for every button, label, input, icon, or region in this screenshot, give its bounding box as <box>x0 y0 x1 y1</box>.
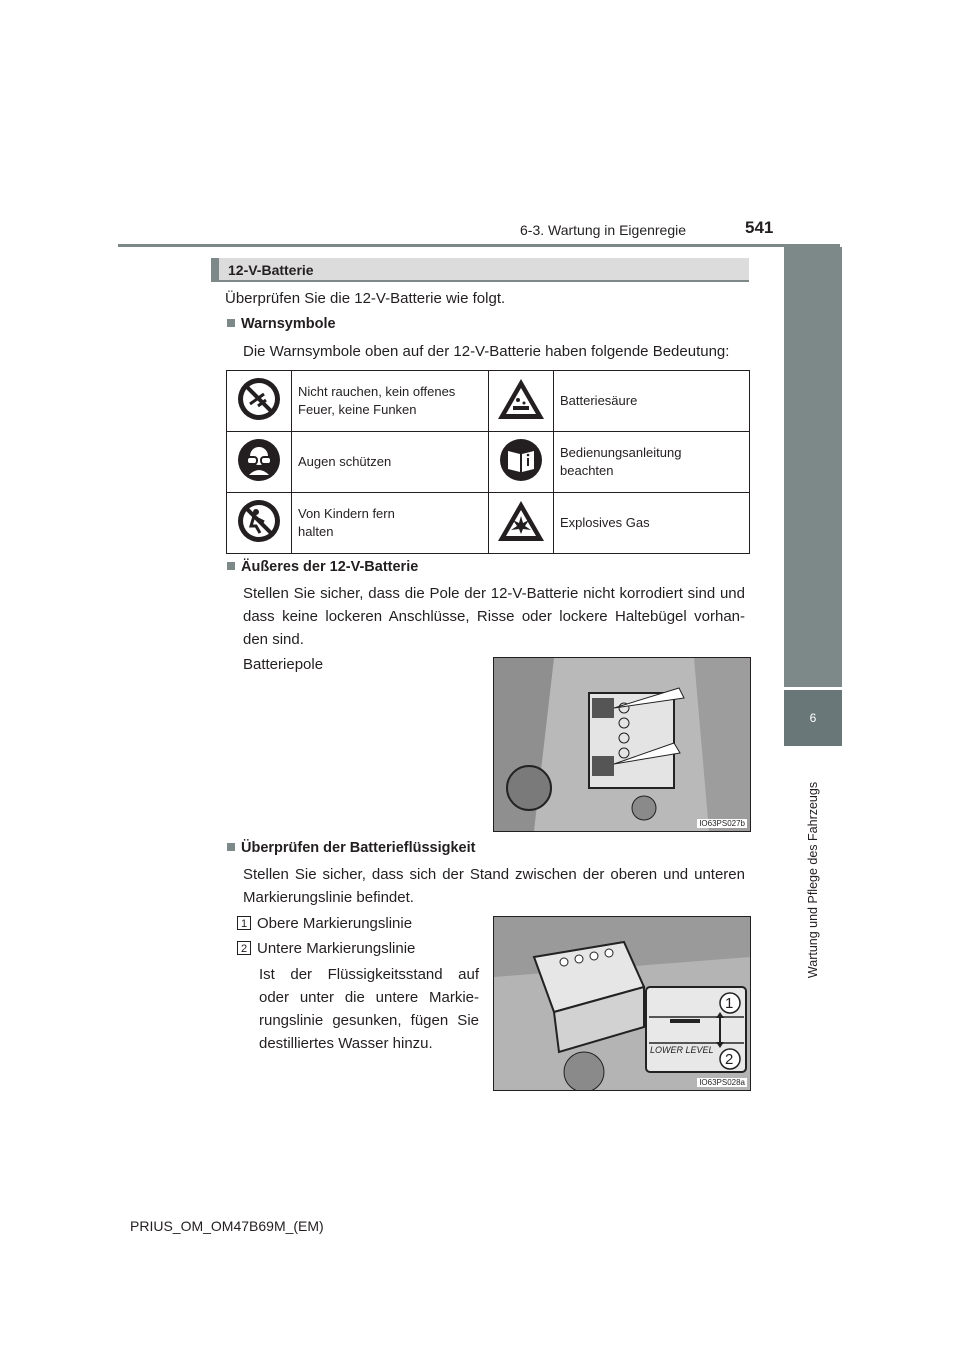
callout-1: 1 <box>725 995 734 1012</box>
explosive-gas-icon <box>489 493 554 554</box>
running-header-section: 6-3. Wartung in Eigenregie <box>520 222 687 238</box>
fluid-note-line-2: oder unter die untere Markie- <box>259 989 479 1006</box>
battery-acid-icon <box>489 371 554 432</box>
chapter-title-vertical <box>805 780 821 980</box>
no-smoking-icon <box>227 371 292 432</box>
fluid-level-photo <box>493 916 751 1091</box>
table-row <box>227 493 750 554</box>
table-cell: Augen schützen <box>292 432 489 493</box>
eye-protection-icon <box>227 432 292 493</box>
fluid-text-line-2: Markierungslinie befindet. <box>243 889 414 906</box>
section-title: 12-V-Batterie <box>228 262 314 278</box>
image-code: IO63PS028a <box>699 1078 745 1087</box>
exterior-text-line-2: dass keine lockeren Anschlüsse, Risse oder lockere Haltebügel vorhan- <box>243 608 745 625</box>
table-cell: Von Kindern fern halten <box>292 493 489 554</box>
intro-text: Überprüfen Sie die 12-V-Batterie wie folgt. <box>225 290 506 307</box>
fluid-note-line-4: destilliertes Wasser hinzu. <box>259 1035 433 1052</box>
fluid-text-line-1: Stellen Sie sicher, dass sich der Stand zwischen der oberen und unteren <box>243 866 745 883</box>
fluid-note-line-1: Ist der Flüssigkeitsstand auf <box>259 966 479 983</box>
bullet-square-icon <box>227 562 235 570</box>
exterior-text-line-1: Stellen Sie sicher, dass die Pole der 12-V-Batterie nicht korrodiert sind und <box>243 585 745 602</box>
warn-text: Die Warnsymbole oben auf der 12-V-Batterie haben folgende Bedeutung: <box>243 343 730 360</box>
table-cell: Batteriesäure <box>554 371 750 432</box>
header-rule <box>118 244 840 247</box>
image-code: IO63PS027b <box>699 819 745 828</box>
warn-heading: Warnsymbole <box>227 316 336 332</box>
bullet-square-icon <box>227 319 235 327</box>
fluid-note-line-3: rungslinie gesunken, fügen Sie <box>259 1012 479 1029</box>
callout-2: 2 <box>725 1051 734 1068</box>
fluid-heading: Überprüfen der Batterieflüssigkeit <box>227 840 475 856</box>
battery-terminals-photo <box>493 657 751 832</box>
list-item: 1 Obere Markierungslinie <box>237 912 412 935</box>
warning-symbols-table <box>226 370 750 554</box>
table-cell: Bedienungsanleitung beachten <box>554 432 750 493</box>
exterior-heading: Äußeres der 12-V-Batterie <box>227 559 418 575</box>
bullet-square-icon <box>227 843 235 851</box>
chapter-title: Wartung und Pflege des Fahrzeugs <box>806 781 820 979</box>
chapter-side-bar <box>784 247 842 687</box>
list-item: 2 Untere Markierungslinie <box>237 937 415 960</box>
table-cell: Explosives Gas <box>554 493 750 554</box>
section-heading <box>211 258 749 282</box>
table-row <box>227 371 750 432</box>
lower-level-label: LOWER LEVEL <box>650 1045 714 1055</box>
read-manual-icon <box>489 432 554 493</box>
table-cell: Nicht rauchen, kein offenes Feuer, keine Funken <box>292 371 489 432</box>
battery-terminals-label: Batteriepole <box>243 656 324 673</box>
exterior-text-line-3: den sind. <box>243 631 304 648</box>
chapter-number-tab: 6 <box>784 690 842 746</box>
page-number: 541 <box>745 218 774 237</box>
document-footer: PRIUS_OM_OM47B69M_(EM) <box>130 1218 324 1234</box>
table-row <box>227 432 750 493</box>
keep-away-children-icon <box>227 493 292 554</box>
